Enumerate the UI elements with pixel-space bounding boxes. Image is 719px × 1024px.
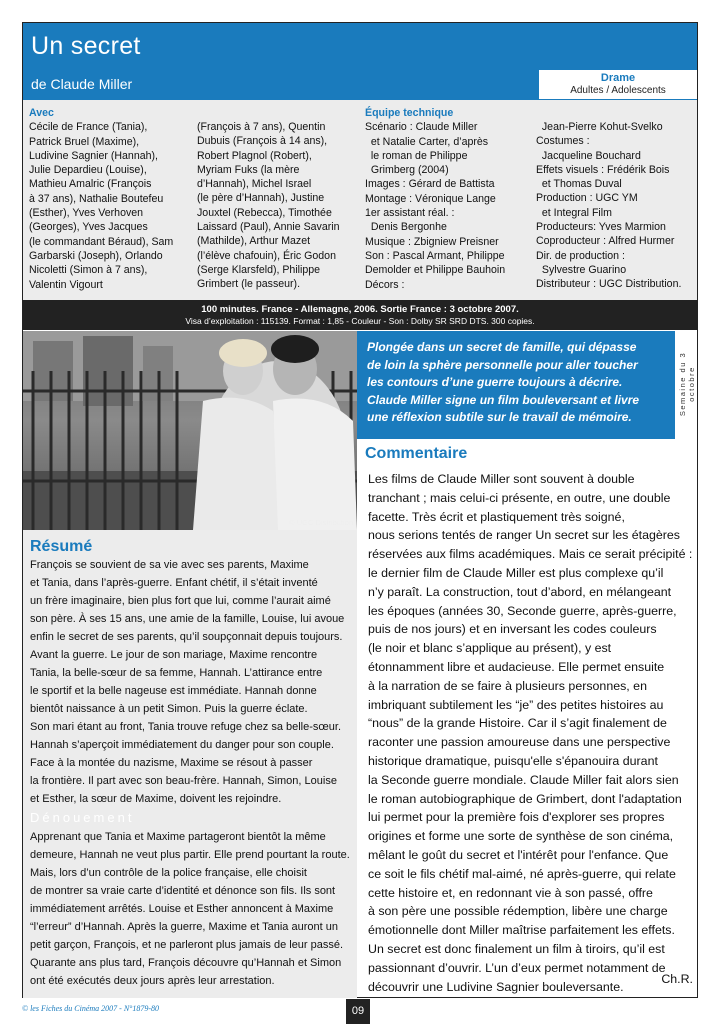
cast-column-1 (29, 106, 173, 292)
cast-heading: Avec (29, 107, 54, 119)
crew-column-2: Jean-Pierre Kohut-Svelko Costumes : Jacqueline Bouchard Effets visuels : Frédérik Bois et Thomas Duval Production : UGC YM et Integral Film Producteurs: Yves Marmion Coproducteur : Alfred Hurmer Dir. de production : Sylvestre Guarino Distributeur : UGC Distribution. (536, 121, 682, 291)
genre-box (539, 70, 697, 99)
crew-column-1 (365, 106, 505, 292)
resume-heading: Résumé (30, 538, 93, 555)
tech-line-1: 100 minutes. France - Allemagne, 2006. Sortie France : 3 octobre 2007. (201, 304, 519, 315)
director: de Claude Miller (31, 76, 133, 92)
cast-column-2: (François à 7 ans), Quentin Dubuis (François à 14 ans), Robert Plagnol (Robert), Myriam Fuks (la mère d’Hannah), Michel Israel (le père d’Hannah), Justine Jouxtel (Rebecca), Timothée Laissard (Paul), Annie Savarin (Mathilde), Arthur Mazet (l’élève chafouin), Éric Godon (Serge Klarsfeld), Philippe Grimbert (le passeur). (197, 121, 340, 291)
page-number: 09 (346, 999, 370, 1024)
denouement-text: Apprenant que Tania et Maxime partageront bientôt la même demeure, Hannah ne veut plus partir. Elle prend pourtant la route. Mais, lors d’un contrôle de la police française, elle choisit de montrer sa vraie carte d’identité et dénonce son fils. Ils sont immédiatement arrêtés. Louise et Esther annoncent à Maxime “l’erreur” d’Hannah. Après la guerre, Maxime et Tania auront un petit garçon, François, et ne parleront plus jamais de leur passé. Quarante ans plus tard, François découvre qu’Hannah et Simon ont été exécutés deux jours après leur arrestation. (30, 831, 350, 987)
resume-text: François se souvient de sa vie avec ses parents, Maxime et Tania, dans l’après-guerre. Enfant chétif, il s’était inventé un frère imaginaire, bien plus fort que lui, comme l’aurait aimé son père. À ses 15 ans, une amie de la famille, Louise, lui avoue enfin le secret de ses parents, qu’il soupçonnait depuis toujours. Avant la guerre. Le jour de son mariage, Maxime rencontre Tania, la belle-sœur de sa femme, Hannah. L’attirance entre le sportif et la belle nageuse est immédiate. Hannah donne bientôt naissance à un petit Simon. Puis la guerre éclate. Son mari étant au front, Tania trouve refuge chez sa belle-sœur. Hannah s’aperçoit immédiatement du danger pour son couple. Face à la montée du nazisme, Maxime se résout à passer la frontière. Il part avec son beau-frère. Hannah, Simon, Louise et Esther, la sœur de Maxime, doivent les rejoindre. (30, 559, 345, 805)
side-tab (677, 331, 697, 439)
audience: Adultes / Adolescents (570, 85, 666, 96)
commentaire-text: Les films de Claude Miller sont souvent à double tranchant ; mais celui-ci présente, en outre, une double facette. Très écrit et plastiquement très soigné, nous serions tentés de ranger Un secret sur les étagères réservées aux films académiques. Mais ce serait précipité : le dernier film de Claude Miller est plus complexe qu’il n’y paraît. La construction, tout d’abord, en mélangeant les époques (années 30, Seconde guerre, après-guerre, puis de nos jours) et en inversant les codes couleurs (le noir et blanc s’applique au présent), y est étonnamment libre et audacieuse. Elle permet ensuite à la narration de se faire à plusieurs personnes, en imbriquant subtilement les “je” des petites histoires au “nous” de la grande Histoire. Car il s’agit finalement de raconter une passion amoureuse dans une perspective historique dramatique, puisqu'elle s'épanouira durant la Seconde guerre mondiale. Claude Miller fait alors sien le roman autobiographique de Grimbert, dont l'adaptation lui permet pour la première fois d'explorer ses propres origines et forme une sorte de synthèse de son cinéma, mêlant le goût du secret et l'intérêt pour l'enfance. Que ce soit le fils chétif mal-aimé, né après-guerre, qui relate cette histoire et, en redonnant vie à son passé, offre à son père une possible rédemption, libère une charge émotionnelle dont Miller maîtrise parfaitement les effets. Un secret est donc finalement un film à tiroirs, qu’il est passionnant d’ouvrir. L’un d’eux permet notamment de découvrir une Ludivine Sagnier bouleversante. (368, 472, 693, 994)
page-title: Un secret (31, 32, 141, 60)
lead-box (357, 331, 675, 439)
tech-info-bar (23, 300, 697, 330)
week-label: Semaine du 3 octobre (678, 351, 696, 417)
commentaire-heading: Commentaire (365, 445, 468, 462)
signature: Ch.R. (661, 972, 693, 986)
film-still (23, 331, 357, 530)
photo-credit: © UGC Distribution (289, 518, 353, 527)
footer-copyright: © les Fiches du Cinéma 2007 - N°1879-80 (22, 1004, 160, 1013)
crew-list-1: Scénario : Claude Miller et Natalie Carter, d’après le roman de Philippe Grimberg (2004) Images : Gérard de Battista Montage : Véronique Lange 1er assistant réal. : Denis Bergonhe Musique : Zbigniew Preisner Son : Pascal Armant, Philippe Demolder et Philippe Bauhoin Décors : (365, 121, 506, 291)
denouement-heading: Dénouement (30, 810, 135, 825)
genre: Drame (600, 72, 636, 84)
cast-list-1: Cécile de France (Tania), Patrick Bruel (Maxime), Ludivine Sagnier (Hannah), Julie Depardieu (Louise), Mathieu Amalric (François à 37 ans), Nathalie Boutefeu (Esther), Yves Verhoven (Georges), Yves Jacques (le commandant Béraud), Sam Garbarski (Joseph), Orlando Nicoletti (Simon à 7 ans), Valentin Vigourt (29, 121, 174, 291)
lead-text: Plongée dans un secret de famille, qui dépasse de loin la sphère personnelle pour aller toucher les contours d’une guerre toujours à décrire. Claude Miller signe un film bouleversant et livre une réflexion subtile sur le travail de mémoire. (367, 340, 640, 425)
crew-heading: Équipe technique (365, 107, 454, 119)
tech-line-2: Visa d’exploitation : 115139. Format : 1,85 - Couleur - Son : Dolby SR SRD DTS. 300 copies. (185, 316, 535, 326)
film-still-illustration (23, 331, 357, 530)
subtitle-bar (23, 69, 697, 100)
credits-panel (23, 100, 697, 300)
title-bar (23, 23, 697, 69)
